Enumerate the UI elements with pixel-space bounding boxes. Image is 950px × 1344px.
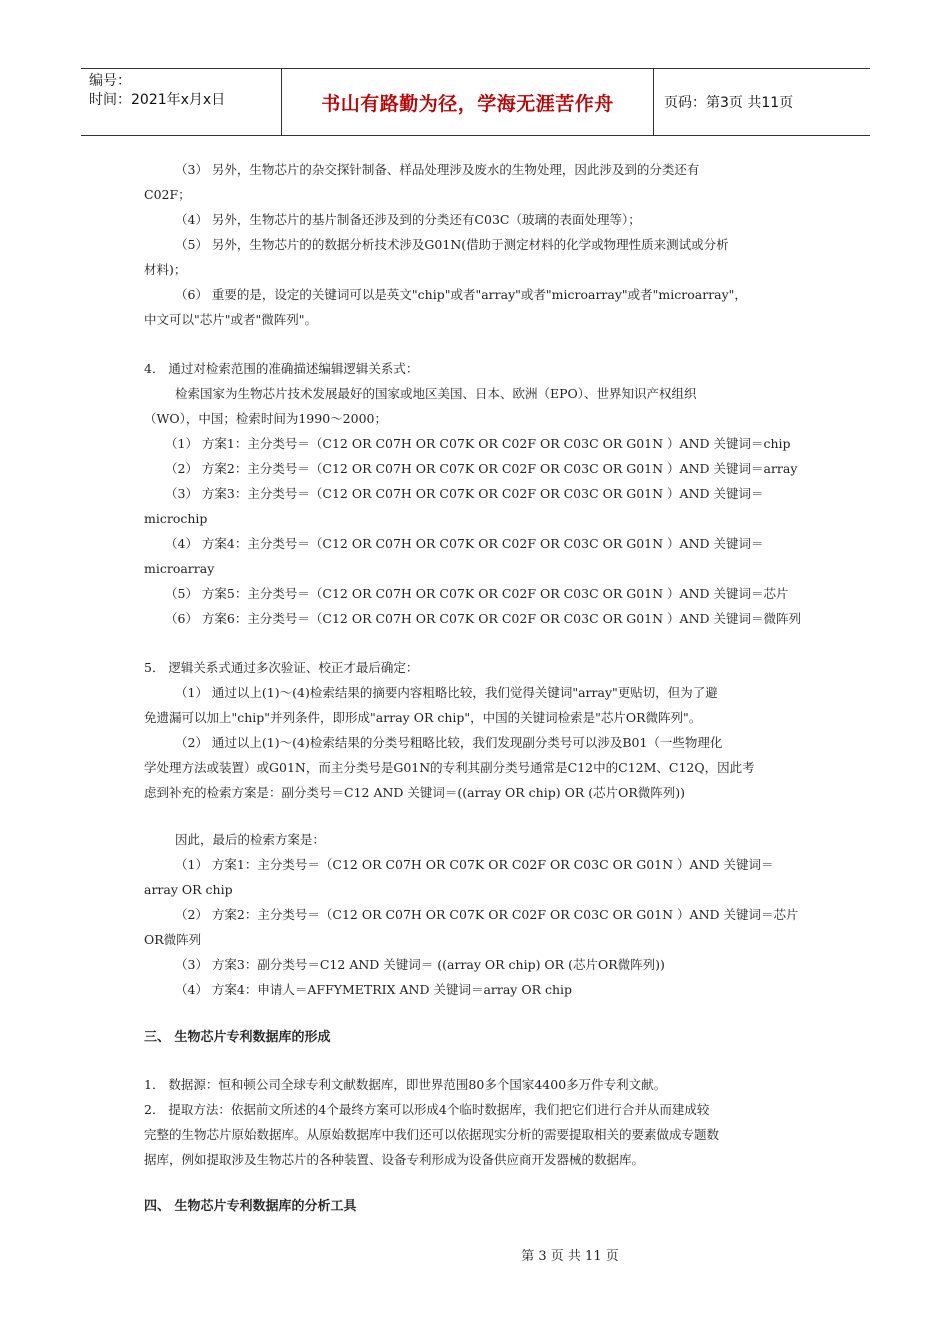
section-item-4: 4． 通过对检索范围的准确描述编辑逻辑关系式： [144,361,419,376]
plan-line: microarray [144,561,215,576]
paragraph-line: （1） 通过以上(1)～(4)检索结果的摘要内容粗略比较，我们觉得关键词"array"更贴切，但为了避 [175,685,718,700]
paragraph-line: （3） 另外，生物芯片的杂交探针制备、样品处理涉及废水的生物处理，因此涉及到的分类还有 [175,162,700,177]
page-footer: 第 3 页 共 11 页 [521,1249,619,1264]
section-item-5: 5． 逻辑关系式通过多次验证、校正才最后确定： [144,660,419,675]
paragraph-line: 虑到补充的检索方案是：副分类号＝C12 AND 关键词＝((array OR chip) OR (芯片OR微阵列)) [144,785,686,800]
header-motto: 书山有路勤为径，学海无涯苦作舟 [281,69,654,135]
paragraph-line: 因此，最后的检索方案是： [175,832,326,847]
final-plan-line: （3） 方案3：副分类号＝C12 AND 关键词＝ ((array OR chip) OR (芯片OR微阵列)) [175,957,665,972]
paragraph-line: 免遗漏可以加上"chip"并列条件，即形成"array OR chip"，中国的关键词检索是"芯片OR微阵列"。 [144,710,702,725]
plan-line: （1） 方案1：主分类号＝（C12 OR C07H OR C07K OR C02F OR C03C OR G01N ）AND 关键词＝chip [165,436,791,451]
header-page-info: 页码：第3页 共11页 [664,95,794,111]
paragraph-line: （4） 另外，生物芯片的基片制备还涉及到的分类还有C03C（玻璃的表面处理等）； [175,212,641,227]
paragraph-line: 2． 提取方法：依据前文所述的4个最终方案可以形成4个临时数据库，我们把它们进行合并从而建成较 [144,1102,710,1117]
document-date: 时间：2021年x月x日 [89,92,226,108]
paragraph-line: （5） 另外，生物芯片的的数据分析技术涉及G01N(借助于测定材料的化学或物理性质来测试或分析 [175,237,729,252]
paragraph-line: 材料)； [144,262,187,277]
plan-line: （2） 方案2：主分类号＝（C12 OR C07H OR C07K OR C02F OR C03C OR G01N ）AND 关键词＝array [165,461,798,476]
section-heading-3: 三、 生物芯片专利数据库的形成 [144,1030,331,1045]
paragraph-line: 1． 数据源：恒和顿公司全球专利文献数据库，即世界范围80多个国家4400多万件专利文献。 [144,1077,667,1092]
plan-line: （4） 方案4：主分类号＝（C12 OR C07H OR C07K OR C02F OR C03C OR G01N ）AND 关键词＝ [165,536,764,551]
plan-line: （5） 方案5：主分类号＝（C12 OR C07H OR C07K OR C02F OR C03C OR G01N ）AND 关键词＝芯片 [165,586,789,601]
paragraph-line: 检索国家为生物芯片技术发展最好的国家或地区美国、日本、欧洲（EPO）、世界知识产权组织 [175,386,697,401]
page-header [81,68,870,136]
final-plan-line: （4） 方案4：申请人＝AFFYMETRIX AND 关键词＝array OR chip [175,982,573,997]
plan-line: （6） 方案6：主分类号＝（C12 OR C07H OR C07K OR C02F OR C03C OR G01N ）AND 关键词＝微阵列 [165,611,801,626]
paragraph-line: （6） 重要的是，设定的关键词可以是英文"chip"或者"array"或者"microarray"或者"microarray"， [175,287,747,302]
paragraph-line: 中文可以"芯片"或者"微阵列"。 [144,312,317,327]
final-plan-line: OR微阵列 [144,932,202,947]
paragraph-line: （2） 通过以上(1)～(4)检索结果的分类号粗略比较，我们发现副分类号可以涉及B01（一些物理化 [175,735,723,750]
paragraph-line: 完整的生物芯片原始数据库。从原始数据库中我们还可以依据现实分析的需要提取相关的要素做成专题数 [144,1127,720,1142]
section-heading-4: 四、 生物芯片专利数据库的分析工具 [144,1199,357,1214]
paragraph-line: 学处理方法或装置）或G01N，而主分类号是G01N的专利其副分类号通常是C12中的C12M、C12Q，因此考 [144,760,755,775]
header-meta [81,69,281,135]
final-plan-line: （1） 方案1：主分类号＝（C12 OR C07H OR C07K OR C02F OR C03C OR G01N ）AND 关键词＝ [175,857,774,872]
final-plan-line: （2） 方案2：主分类号＝（C12 OR C07H OR C07K OR C02F OR C03C OR G01N ）AND 关键词＝芯片 [175,907,799,922]
paragraph-line: 据库，例如提取涉及生物芯片的各种装置、设备专利形成为设备供应商开发器械的数据库。 [144,1152,645,1167]
paragraph-line: C02F； [144,187,191,202]
final-plan-line: array OR chip [144,882,233,897]
plan-line: microchip [144,511,208,526]
plan-line: （3） 方案3：主分类号＝（C12 OR C07H OR C07K OR C02F OR C03C OR G01N ）AND 关键词＝ [165,486,764,501]
paragraph-line: （WO），中国；检索时间为1990～2000； [144,411,387,426]
document-number-label: 编号： [89,73,131,89]
